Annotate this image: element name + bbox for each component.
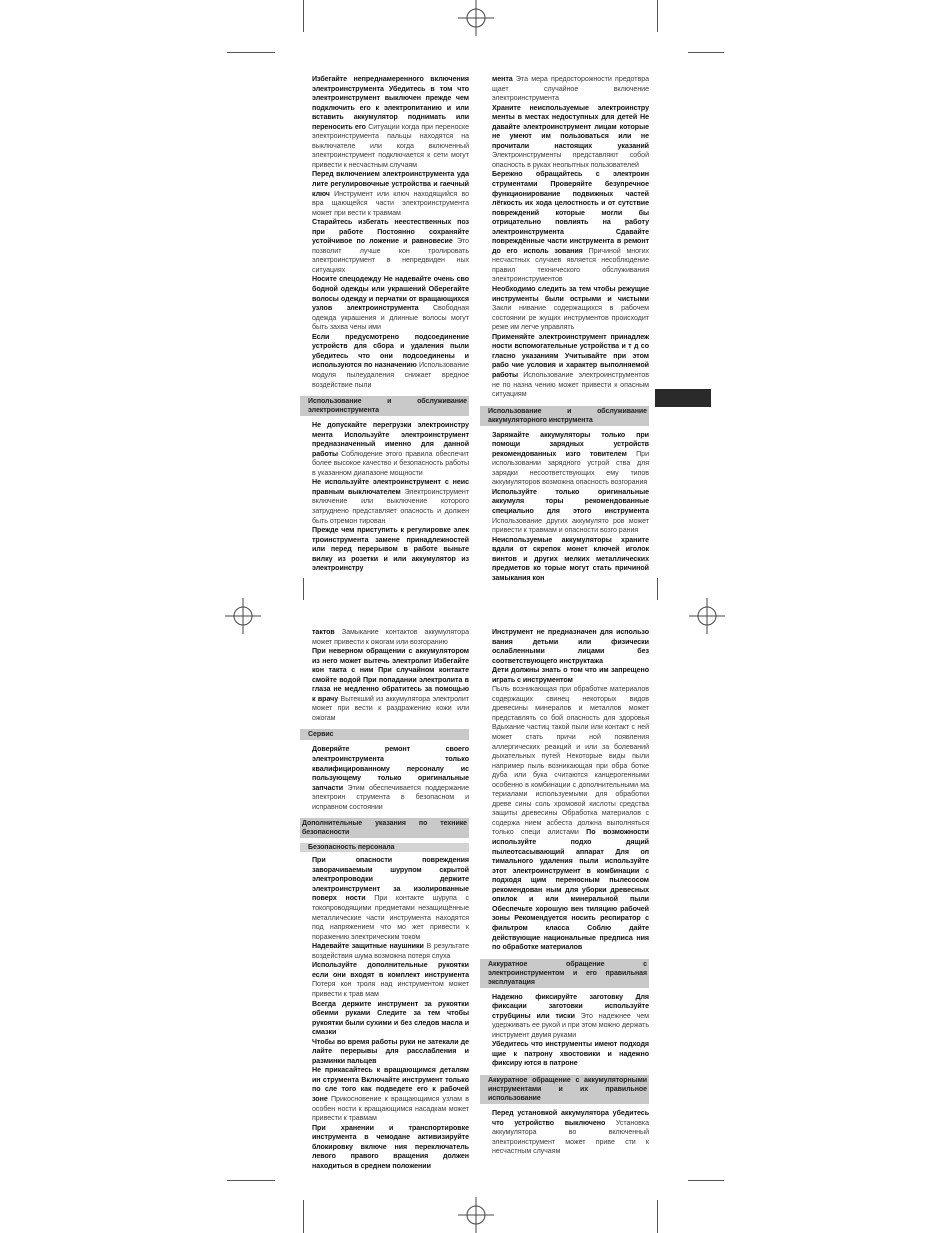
- crop-mark: [227, 52, 275, 53]
- paragraph: Пыль возникающая при обработке материалов содержащих свинец некоторых видов древесины минералов и металлов может представлять со бой опасность для здоровья Вдыхание частиц такой пыли или контакт с ней может стать причи ной появления аллергических реакций и или за болеваний дыхательных путей Некоторые виды пыли например пыль возникающая при обра ботке дуба или бука считаются канцерогенными особенно в комбинации с дополнительными ма териалами используемыми для обработки древе сины соль хромовой кислоты средства защиты древесины Обработка материалов с содержа нием асбеста должна выполняться только специ алистами По возможности используйте подхо дящий пылеотсасывающий аппарат Для оп тимального удаления пыли используйте этот электроинструмент в комбинации с подходя щим переносным пылесосом рекомендован ным для уборки древесных опилок и или минеральной пыли Обеспечьте хорошую вен тиляцию рабочей зоны Рекомендуется носить респиратор с фильтром класса Соблю дайте действующие национальные предписа ния по обработке материалов: [492, 685, 649, 952]
- paragraph: Применяйте электроинструмент принадлеж ности вспомогательные устройства и т д со гласно указаниям Учитывайте при этом рабо чие условия и характер выполняемой работы Использование электроинструментов не по назна чению может привести к опасным ситуациям: [492, 332, 649, 399]
- paragraph: Не используйте электроинструмент с неис правным выключателем Электроинструмент включение или выключение которого затруднено представляет опасность и должен быть отремон тирован: [312, 478, 469, 525]
- registration-mark-icon: [458, 1197, 494, 1233]
- paragraph: Всегда держите инструмент за рукоятки обеими руками Следите за тем чтобы рукоятки были сухими и без следов масла и смазки: [312, 999, 469, 1037]
- section-header: Дополнительные указания по технике безопасности: [302, 820, 467, 837]
- crop-mark: [303, 0, 304, 32]
- paragraph: Не допускайте перегрузки электроинстру мента Используйте электроинструмент предназначенный именно для данной работы Соблюдение этого правила обеспечит более высокое качество и безопасность работы в указанном диапазоне мощности: [312, 421, 469, 477]
- paragraph: Бережно обращайтесь с электроин струментами Проверяйте безупречное функционирование подвижных частей лёгкость их хода целостность и от сутствие повреждений которые могли бы отрицательно повлиять на работу электроинструмента Сдавайте повреждённые части инструмента в ремонт до его исполь зования Причиной многих несчастных случаев является несоблюдение правил технического обслуживания электроинструментов: [492, 170, 650, 284]
- paragraph: При хранении и транспортировке инструмента в чемодане активизируйте блокировку включе ния переключатель левого правого вращения должен находиться в среднем положении: [312, 1123, 469, 1170]
- paragraph: Убедитесь что инструменты имеют подходя щие к патрону хвостовики и надежно фиксиру ются в патроне: [492, 1040, 649, 1068]
- paragraph: Заряжайте аккумуляторы только при помощи зарядных устройств рекомендованных изго товителем При использовании зарядного устрой ства для зарядки несоответствующих ему типов аккумуляторов возможна опасность возгорания: [492, 430, 649, 487]
- paragraph: Перед установкой аккумулятора убедитесь что устройство выключено Установка аккумулятора во включенный электроинструмент может приве сти к несчастным случаям: [492, 1108, 649, 1156]
- paragraph: Носите спецодежду Не надевайте очень сво бодной одежды или украшений Оберегайте волосы одежду и перчатки от вращающихся узлов электроинструмента Свободная одежда украшения и длинные волосы могут быть захва чены ими: [312, 275, 469, 332]
- section-header: Использование и обслуживание электроинструмента: [300, 396, 469, 416]
- fold-mark: [303, 578, 304, 600]
- column-top-right: [488, 75, 650, 583]
- paragraph: Неиспользуемые аккумуляторы храните вдали от скрепок монет ключей иголок винтов и других мелких металлических предметов ко торые могут стать причиной замыкания кон: [492, 535, 649, 582]
- paragraph: мента Эта мера предосторожности предотвра щает случайное включение электроинструмента: [492, 75, 649, 103]
- column-top-left: [308, 75, 470, 574]
- paragraph: Используйте только оригинальные аккумуля торы рекомендованные специально для этого инструмента Использование других аккумулято ров может привести к травмам и опасности возго рания: [492, 487, 649, 535]
- paragraph: Дети должны знать о том что им запрещено играть с инструментом: [492, 666, 649, 684]
- paragraph: Надевайте защитные наушники В результате воздействия шума возможна потеря слуха: [312, 942, 469, 960]
- crop-mark: [303, 1200, 304, 1233]
- fold-mark: [657, 578, 658, 600]
- paragraph: При опасности повреждения заворачиваемым шурупом скрытой электропроводки держите электроинструмент за изолированные поверх ности При контакте шурупа с токопроводящими предметами незащищённые металлические части инструмента находятся под напряжением что мо жет привести к поражению электрическим током: [312, 856, 469, 941]
- paragraph: Используйте дополнительные рукоятки если они входят в комплект инструмента Потеря кон троля над инструментом может привести к трав мам: [312, 961, 469, 998]
- section-header: Аккуратное обращение с аккумуляторными инструментами и их правильное использование: [480, 1075, 649, 1104]
- subsection-header: Безопасность персонала: [300, 843, 469, 852]
- section-header: Использование и обслуживание аккумуляторного инструмента: [480, 406, 649, 426]
- paragraph: Если предусмотрено подсоединение устройств для сбора и удаления пыли убедитесь что они подсоединены и используются по назначению Использование модуля пылеудаления снижает вредное воздействие пыли: [312, 332, 469, 389]
- section-header: Аккуратное обращение с электроинструментом и его правильная эксплуатация: [480, 959, 649, 988]
- paragraph: Не прикасайтесь к вращающимся деталям ин струмента Включайте инструмент только по сле того как подведете его к рабочей зоне Прикосновение к вращающимся узлам в особен ности к вращающимся насадкам может привести к травмам: [312, 1066, 469, 1123]
- paragraph: Доверяйте ремонт своего электроинструмента только квалифицированному персоналу ис пользующему только оригинальные запчасти Этим обеспечивается поддержание электроин струмента в безопасном и исправном состоянии: [312, 745, 469, 811]
- registration-mark-icon: [225, 598, 261, 634]
- paragraph: Избегайте непреднамеренного включения электроинструмента Убедитесь в том что электроинструмент выключен прежде чем подключить его к электропитанию и или вставить аккумулятор поднимать или переносить его Ситуации когда при переноске электроинструмента пальцы находятся на выключателе или когда включенный электроинструмент подключается к сети могут привести к несчастным случаям: [312, 75, 469, 169]
- paragraph: Инструмент не предназначен для использо вания детьми или физически ослабленными лицами без соответствующего инструктажа: [492, 628, 649, 665]
- paragraph: Прежде чем приступить к регулировке элек троинструмента замене принадлежностей или перед перерывом в работе выньте вилку из розетки и или аккумулятор из электроинстру: [312, 526, 469, 573]
- paragraph: Храните неиспользуемые электроинстру менты в местах недоступных для детей Не давайте электроинструмент лицам которые не умеют им пользоваться или не прочитали настоящих указаний Электроинструменты представляют собой опасность в руках неопытных пользователей: [492, 103, 649, 169]
- column-bottom-left: [302, 628, 470, 1171]
- paragraph: Перед включением электроинструмента уда лите регулировочные устройства и гаечный ключ Инструмент или ключ находящийся во вра щающейся части электроинструмента может при вести к травмам: [312, 170, 469, 217]
- crop-mark: [688, 52, 724, 53]
- section-tab-marker: [655, 389, 711, 407]
- section-header: Сервис: [300, 729, 469, 740]
- paragraph: Старайтесь избегать неестественных поз при работе Постоянно сохраняйте устойчивое по ложение и равновесие Это позволит лучше кон тролировать электроинструмент в непредвиден ных ситуациях: [312, 218, 470, 274]
- crop-mark: [688, 1180, 724, 1181]
- registration-mark-icon: [458, 0, 494, 36]
- column-bottom-right: [488, 628, 649, 1157]
- paragraph: При неверном обращении с аккумулятором из него может вытечь электролит Избегайте кон такта с ним При случайном контакте смойте водой При попадании электролита в глаза не медленно обратитесь за помощью к врачу Вытекший из аккумулятора электролит может при вести к раздражению кожи или ожогам: [312, 647, 470, 722]
- paragraph: тактов Замыкание контактов аккумулятора может привести к ожогам или возгоранию: [312, 628, 469, 646]
- crop-mark: [227, 1180, 275, 1181]
- crop-mark: [657, 1200, 658, 1233]
- crop-mark: [657, 0, 658, 32]
- paragraph: Необходимо следить за тем чтобы режущие инструменты были острыми и чистыми Закли нивание содержащихся в рабочем состоянии ре жущих инструментов происходит реже им легче управлять: [492, 285, 649, 332]
- registration-mark-icon: [689, 598, 725, 634]
- paragraph: Надежно фиксируйте заготовку Для фиксации заготовки используйте струбцины или тиски Это надежнее чем удерживать ее рукой и при этом можно держать инструмент двумя руками: [492, 992, 649, 1039]
- paragraph: Чтобы во время работы руки не затекали де лайте перерывы для расслабления и разминки пальцев: [312, 1037, 469, 1065]
